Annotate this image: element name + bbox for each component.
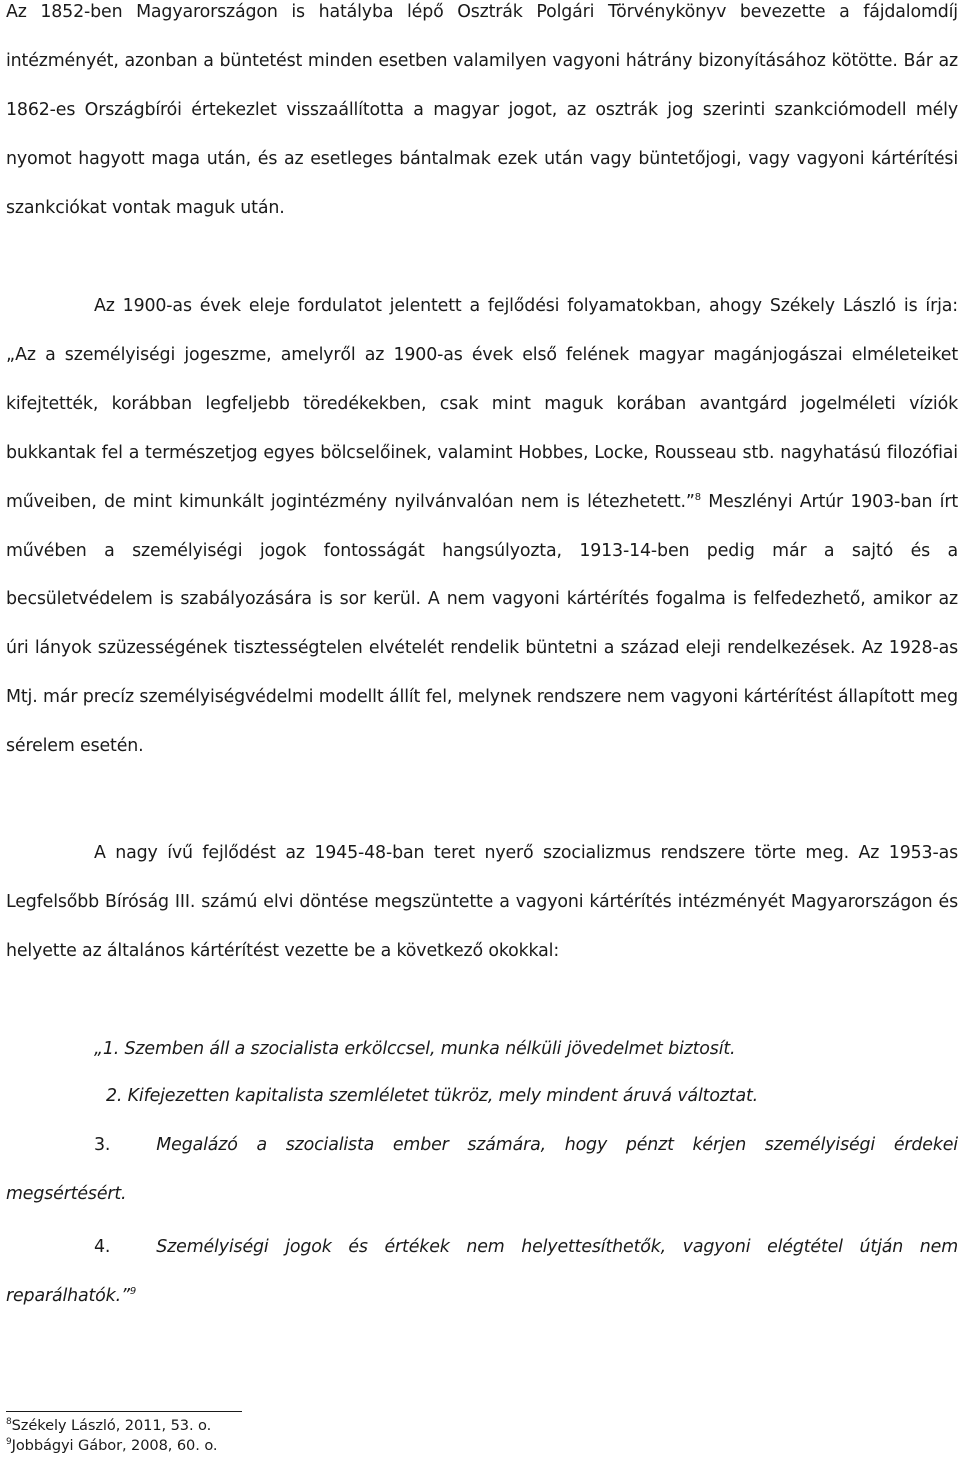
list-item-3 — [6, 1121, 958, 1219]
list-item-4 — [6, 1223, 958, 1321]
list-item-1-text: „1. Szemben áll a szocialista erkölccsel, munka nélküli jövedelmet biztosít. — [94, 1039, 736, 1059]
footnote-9-number: 9 — [6, 1437, 12, 1448]
paragraph-2 — [6, 282, 958, 771]
paragraph-3-text: A nagy ívű fejlődést az 1945-48-ban teret nyerő szocializmus rendszere törte meg. Az 1953-as Legfelsőbb Bíróság III. számú elvi döntése megszüntette a vagyoni kártérítés intézményét Magyarországon és helyette az általános kártérítést vezette be a következő okokkal: — [6, 843, 958, 961]
list-item-1 — [6, 1025, 958, 1074]
footnote-9 — [6, 1437, 217, 1455]
paragraph-1 — [6, 0, 958, 233]
footnote-divider — [6, 1411, 242, 1412]
list-item-2 — [6, 1072, 958, 1121]
paragraph-1-text: Az 1852-ben Magyarországon is hatályba lépő Osztrák Polgári Törvénykönyv bevezette a fájdalomdíj intézményét, azonban a büntetést minden esetben valamilyen vagyoni hátrány bizonyításához kötötte. Bár az 1862-es Országbírói értekezlet visszaállította a magyar jogot, az osztrák jog szerinti szankciómodell mély nyomot hagyott maga után, és az esetleges bántalmak ezek után vagy büntetőjogi, vagy vagyoni kártérítési szankciókat vontak maguk után. — [6, 2, 958, 218]
paragraph-2-quote: Az 1900-as évek eleje fordulatot jelentett a fejlődési folyamatokban, ahogy Székely László is írja: „Az a személyiségi jogeszme, amelyről az 1900-as évek első felének magyar magánjogászai elméleteiket kifejtették, korábban legfeljebb töredékekben, csak mint maguk korában avantgárd jogelméleti víziók bukkantak fel a természetjog egyes bölcselőinek, valamint Hobbes, Locke, Rousseau stb. nagyhatású filozófiai műveiben, de mint kimunkált jogintézmény nyilvánvalóan nem is létezhetett.” — [6, 296, 958, 512]
footnote-8 — [6, 1417, 211, 1435]
paragraph-3 — [6, 829, 958, 976]
footnote-ref-8[interactable]: 8 — [694, 491, 701, 503]
list-item-4-number: 4. — [94, 1237, 111, 1257]
footnote-ref-9[interactable]: 9 — [129, 1286, 137, 1298]
footnote-8-text: Székely László, 2011, 53. o. — [11, 1417, 212, 1434]
footnote-8-number: 8 — [6, 1417, 12, 1428]
list-item-3-number: 3. — [94, 1135, 111, 1155]
list-item-4-text: Személyiségi jogok és értékek nem helyettesíthetők, vagyoni elégtétel útján nem reparálhatók.” — [6, 1237, 958, 1306]
list-item-3-text: Megalázó a szocialista ember számára, hogy pénzt kérjen személyiségi érdekei megsértésért. — [6, 1135, 958, 1204]
list-item-2-text: 2. Kifejezetten kapitalista szemléletet tükröz, mely mindent áruvá változtat. — [106, 1086, 759, 1106]
footnote-9-text: Jobbágyi Gábor, 2008, 60. o. — [11, 1437, 218, 1454]
paragraph-2-text: Meszlényi Artúr 1903-ban írt művében a személyiségi jogok fontosságát hangsúlyozta, 1913-14-ben pedig már a sajtó és a becsületvédelem is szabályozására is sor kerül. A nem vagyoni kártérítés fogalma is felfedezhető, amikor az úri lányok szüzességének tisztességtelen elvételét rendelik büntetni a század eleji rendelkezések. Az 1928-as Mtj. már precíz személyiségvédelmi modellt állít fel, melynek rendszere nem vagyoni kártérítést állapított meg sérelem esetén. — [6, 491, 959, 757]
